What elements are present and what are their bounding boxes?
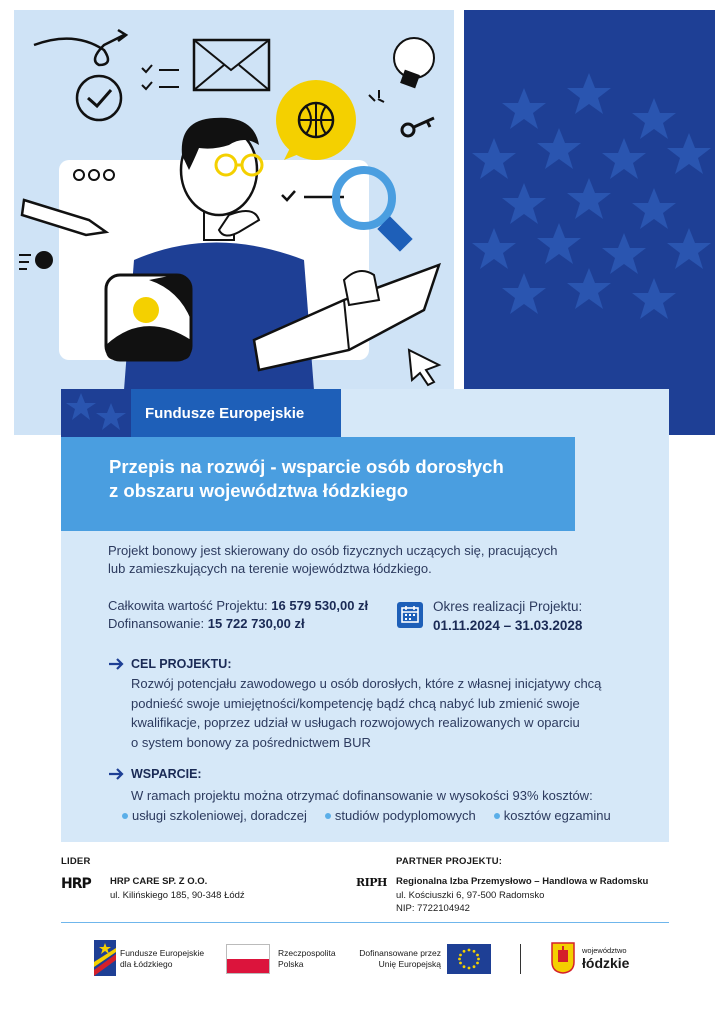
leader-name: HRP CARE SP. Z O.O. [110, 876, 208, 887]
leader-label: LIDER [61, 856, 91, 867]
stars-decoration-icon [61, 389, 131, 437]
project-period [433, 597, 582, 635]
period-value: 01.11.2024 – 31.03.2028 [433, 618, 583, 633]
leader-address: ul. Kilińskiego 185, 90-348 Łódź [110, 890, 245, 901]
ue-logo-text [356, 948, 441, 970]
intro-line-2: lub zamieszkujących na terenie województwa łódzkiego. [108, 561, 432, 576]
partner-nip: NIP: 7722104942 [396, 903, 470, 914]
support-heading: WSPARCIE: [131, 767, 202, 781]
rp-logo-text [278, 948, 336, 970]
intro-text [108, 542, 608, 578]
goal-line-3: kwalifikacje, poprzez udział w usługach rozwojowych realizowanych w oparciu [131, 715, 580, 730]
funding-label: Dofinansowanie: [108, 616, 205, 631]
lodzkie-crest-icon [551, 942, 575, 974]
list-item [325, 808, 476, 823]
eu-flag-icon [447, 944, 491, 974]
calendar-icon [397, 602, 423, 628]
hero-illustration [14, 10, 454, 435]
fe-logo-icon [94, 940, 116, 976]
partner-label: PARTNER PROJEKTU: [396, 856, 503, 867]
lodzkie-small-text: województwo [582, 946, 627, 955]
partner-name: Regionalna Izba Przemysłowo – Handlowa w Radomsku [396, 876, 649, 887]
funding-row [108, 615, 368, 633]
lodzkie-big-text: łódzkie [582, 955, 630, 971]
fe-logo-line-2: dla Łódzkiego [120, 959, 173, 969]
ue-logo-line-1: Dofinansowane przez [359, 948, 441, 958]
person-reading-illustration [14, 10, 454, 435]
bullet-text: kosztów egzaminu [503, 808, 611, 823]
list-item [494, 808, 611, 823]
title-line-1: Przepis na rozwój - wsparcie osób dorosłych [109, 456, 504, 477]
arrow-right-icon [108, 768, 124, 780]
rp-logo-line-2: Polska [278, 959, 304, 969]
partner-address: ul. Kościuszki 6, 97-500 Radomsko [396, 890, 545, 901]
period-label: Okres realizacji Projektu: [433, 599, 583, 614]
ue-logo-line-2: Unię Europejską [378, 959, 441, 969]
support-bullets [122, 808, 611, 823]
footer-divider [61, 922, 669, 923]
logo-separator [520, 944, 521, 974]
goal-heading: CEL PROJEKTU: [131, 657, 232, 671]
support-text [131, 786, 641, 806]
rp-logo-line-1: Rzeczpospolita [278, 948, 336, 958]
project-values [108, 597, 368, 633]
riph-logo: RIPH [356, 876, 387, 889]
total-value: 16 579 530,00 zł [271, 598, 369, 613]
fe-logo-line-1: Fundusze Europejskie [120, 948, 205, 958]
poland-flag-icon [226, 944, 270, 974]
arrow-right-icon [108, 658, 124, 670]
title-line-2: z obszaru województwa łódzkiego [109, 480, 409, 501]
fe-logo-text [120, 948, 204, 970]
list-item [122, 808, 307, 823]
hrp-logo: HRP [61, 876, 91, 892]
fundusze-tab: Fundusze Europejskie [131, 389, 341, 437]
goal-line-2: podnieść swoje umiejętności/kompetencję bądź chcą nabyć lub zmienić swoje [131, 695, 580, 711]
funding-value: 15 722 730,00 zł [207, 616, 305, 631]
support-line: W ramach projektu można otrzymać dofinansowanie w wysokości 93% kosztów: [131, 788, 593, 803]
goal-line-4: o system bonowy za pośrednictwem BUR [131, 734, 371, 750]
page-title [109, 455, 575, 503]
total-label: Całkowita wartość Projektu: [108, 598, 268, 613]
bullet-text: studiów podyplomowych [334, 808, 476, 823]
total-value-row [108, 597, 368, 615]
intro-line-1: Projekt bonowy jest skierowany do osób fizycznych uczących się, pracujących [108, 543, 558, 558]
goal-text [131, 674, 641, 752]
eu-stars-panel [464, 10, 715, 435]
stars-pattern-icon [464, 10, 715, 435]
card-stars-decoration [61, 389, 131, 437]
bullet-text: usługi szkoleniowej, doradczej [132, 808, 307, 823]
title-band [61, 437, 575, 531]
goal-line-1: Rozwój potencjału zawodowego u osób dorosłych, które z własnej inicjatywy chcą [131, 676, 602, 691]
